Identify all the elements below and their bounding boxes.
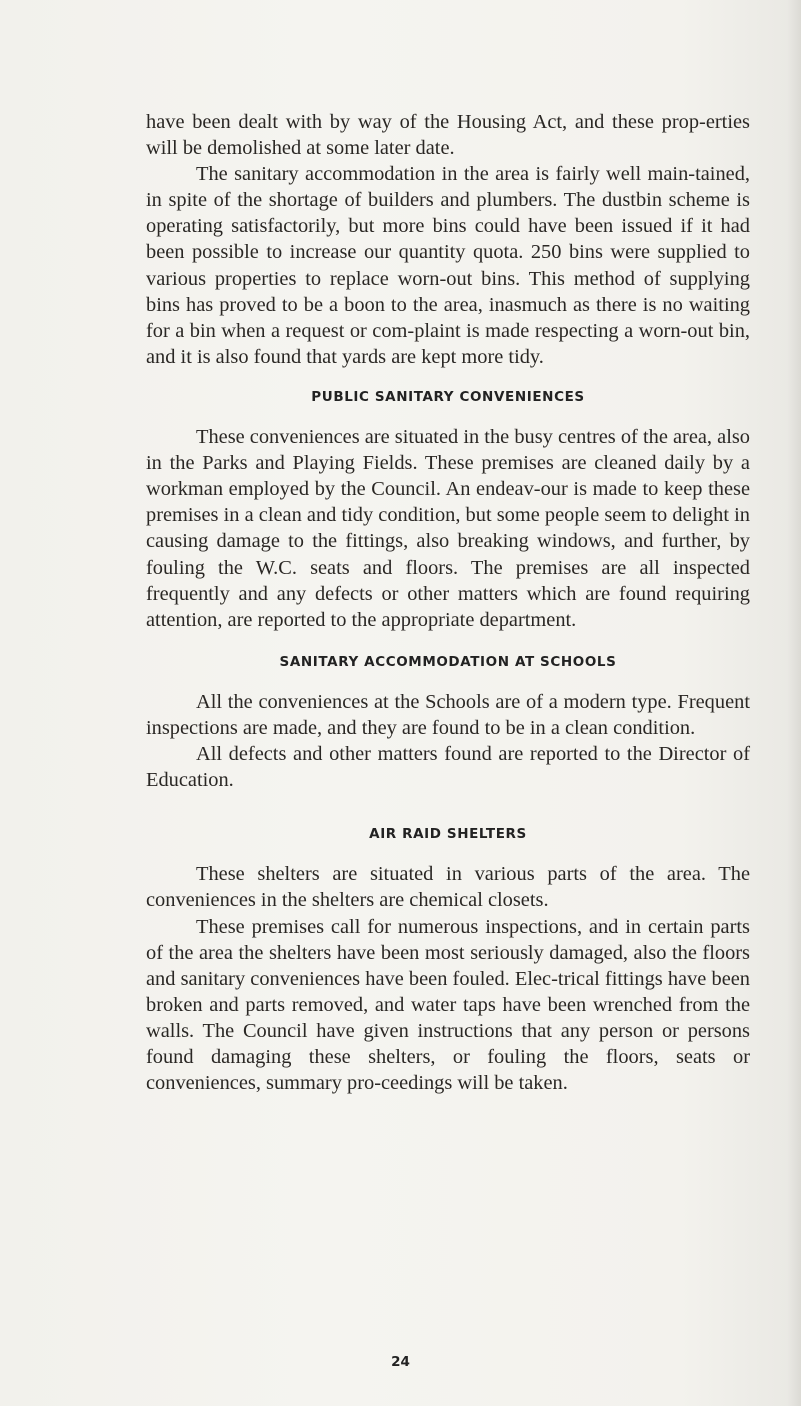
page-edge-shadow: [787, 0, 801, 1406]
heading-air-raid-shelters: AIR RAID SHELTERS: [369, 826, 527, 843]
schools-paragraph-2: All defects and other matters found are reported to the Director of Education.: [146, 743, 750, 792]
shelters-paragraph-2: These premises call for numerous inspections, and in certain parts of the area the shelters have been most seriously damaged, also the floors and sanitary conveniences have been fouled. Elec-trical fittings have been broken and parts removed, and water taps have been wrenched from the walls. The Council have given instructions that any person or persons found damaging these shelters, or fouling the floors, seats or conveniences, summary pro-ceedings will be taken.: [146, 915, 750, 1095]
page-number: 24: [391, 1354, 410, 1370]
shelters-paragraph-1: These shelters are situated in various parts of the area. The conveniences in the shelters are chemical closets.: [146, 863, 750, 912]
public-conveniences-paragraph: These conveniences are situated in the busy centres of the area, also in the Parks and Playing Fields. These premises are cleaned daily by a workman employed by the Council. An endeav-our is made to keep these premises in a clean and tidy condition, but some people seem to delight in causing damage to the fittings, also breaking windows, and further, by fouling the W.C. seats and floors. The premises are all inspected frequently and any defects or other matters which are found requiring attention, are reported to the appropriate department.: [146, 426, 750, 631]
continued-paragraph: have been dealt with by way of the Housing Act, and these prop-erties will be demolished at some later date.: [146, 111, 750, 160]
sanitary-accommodation-paragraph: The sanitary accommodation in the area is fairly well main-tained, in spite of the shortage of builders and plumbers. The dustbin scheme is operating satisfactorily, but more bins could have been issued if it had been possible to increase our quantity quota. 250 bins were supplied to various properties to replace worn-out bins. This method of supplying bins has proved to be a boon to the area, inasmuch as there is no waiting for a bin when a request or com-plaint is made respecting a worn-out bin, and it is also found that yards are kept more tidy.: [146, 163, 750, 368]
heading-public-sanitary-conveniences: PUBLIC SANITARY CONVENIENCES: [311, 388, 585, 405]
heading-sanitary-accommodation-schools: SANITARY ACCOMMODATION AT SCHOOLS: [279, 653, 617, 670]
body-text: [146, 109, 750, 1096]
schools-paragraph-1: All the conveniences at the Schools are of a modern type. Frequent inspections are made, and they are found to be in a clean condition.: [146, 690, 750, 739]
